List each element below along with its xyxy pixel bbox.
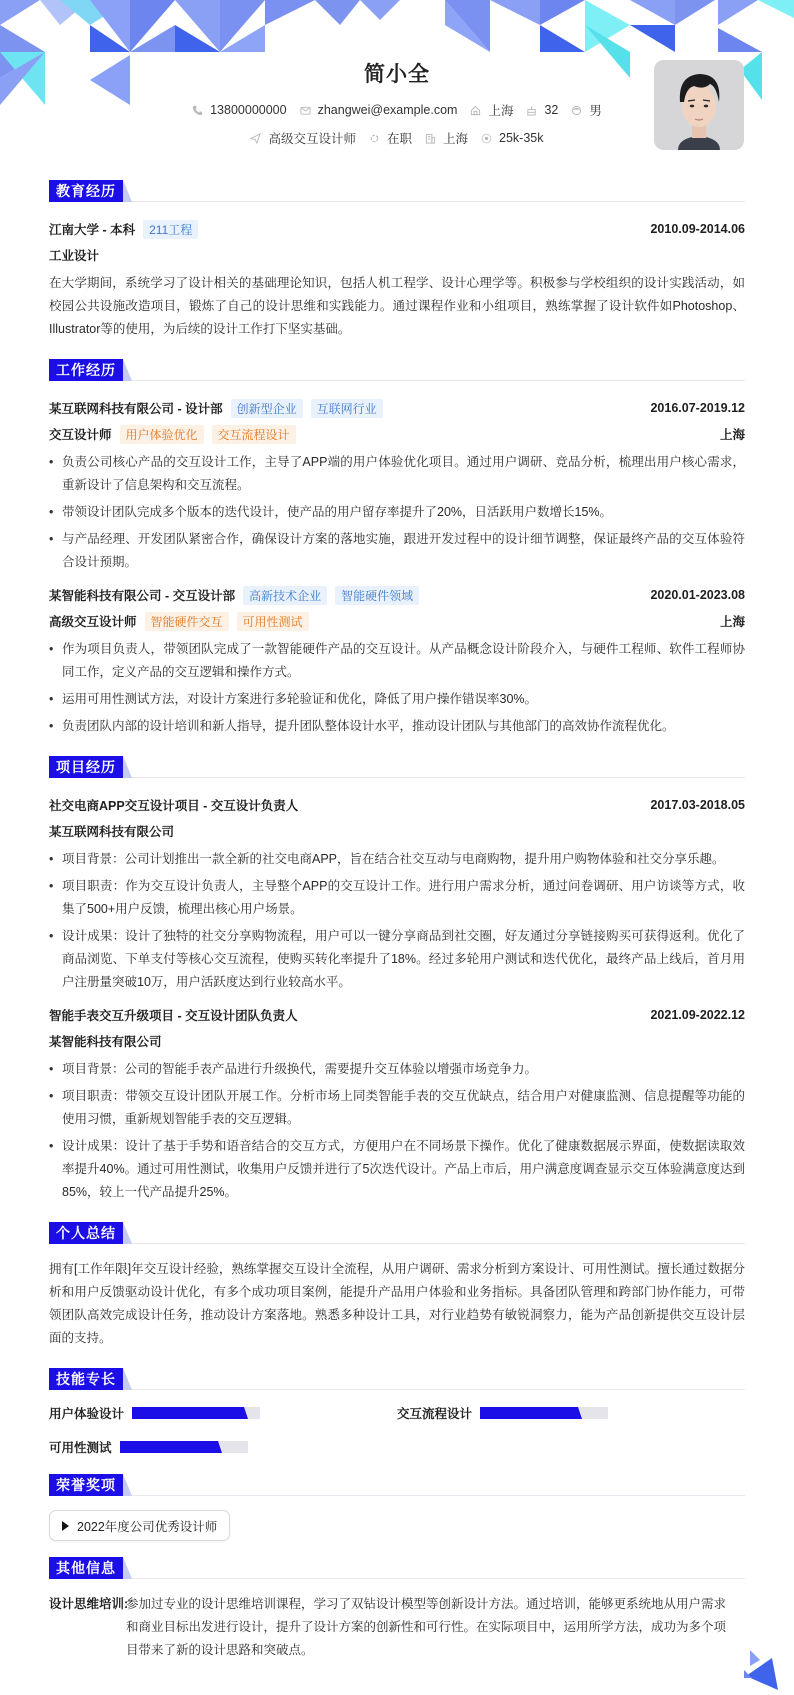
role-tag: 可用性测试 — [237, 612, 309, 631]
work-item — [49, 582, 745, 738]
bullet-item: • 项目职责：作为交互设计负责人，主导整个APP的交互设计工作。进行用户需求分析，通过问卷调研、用户访谈等方式，收集了500+用户反馈，梳理出核心用户场景。 — [49, 875, 745, 921]
section-projects — [49, 756, 745, 1204]
section-header — [49, 1222, 745, 1244]
phone-value: 13800000000 — [210, 103, 287, 117]
role-tag: 交互流程设计 — [212, 425, 296, 444]
work-city-value: 上海 — [443, 132, 469, 146]
section-other — [49, 1557, 745, 1662]
section-header — [49, 756, 745, 778]
work-bullets — [49, 451, 745, 574]
location-value: 上海 — [488, 104, 514, 118]
company-row — [49, 395, 745, 421]
age-icon — [526, 105, 537, 116]
skill-bar — [132, 1407, 260, 1419]
project-row — [49, 792, 745, 818]
salary-icon — [481, 133, 492, 144]
company-tag: 高新技术企业 — [243, 586, 327, 605]
age-value: 32 — [544, 103, 559, 117]
award-item[interactable] — [49, 1510, 230, 1541]
resume-body — [0, 180, 794, 1662]
bullet-item: • 运用可用性测试方法，对设计方案进行多轮验证和优化，降低了用户操作错误率30%。 — [49, 688, 745, 711]
skill-name: 交互流程设计 — [397, 1407, 473, 1421]
skill-item — [49, 1438, 397, 1456]
phone-icon — [192, 105, 203, 116]
salary-item — [481, 131, 543, 145]
section-summary — [49, 1222, 745, 1350]
job-title-item — [250, 129, 356, 147]
location-item — [470, 101, 513, 119]
resume-header — [0, 0, 794, 180]
email-item — [300, 103, 458, 117]
work-item — [49, 395, 745, 574]
company-name: 某互联网科技有限公司 - 设计部 — [49, 402, 223, 416]
skill-name: 用户体验设计 — [49, 1407, 125, 1421]
work-date: 2016.07-2019.12 — [650, 401, 745, 415]
work-date: 2020.01-2023.08 — [650, 588, 745, 602]
status-icon — [369, 133, 380, 144]
section-skills — [49, 1368, 745, 1456]
other-label: 设计思维培训: — [49, 1597, 129, 1611]
project-item — [49, 792, 745, 994]
bullet-item: • 设计成果：设计了基于手势和语音结合的交互方式，方便用户在不同场景下操作。优化了健康数据展示界面，使数据读取效率提升40%。通过可用性测试，收集用户反馈并进行了5次迭代设计。产品上市后，用户满意度调查显示交互体验满意度达到85%，较上一代产品提升25%。 — [49, 1135, 745, 1204]
section-header — [49, 1474, 745, 1496]
company-tag: 互联网行业 — [311, 399, 383, 418]
other-text: 参加过专业的设计思维培训课程，学习了双钻设计模型等创新设计方法。通过培训，能够更系统地从用户需求和商业目标出发进行设计，提升了设计方案的创新性和可行性。在实际项目中，运用所学方法，成功为多个项目带来了新的设计思路和突破点。 — [126, 1597, 727, 1657]
role-name: 高级交互设计师 — [49, 615, 137, 629]
project-bullets — [49, 1058, 745, 1204]
role-name: 交互设计师 — [49, 428, 112, 442]
other-item — [49, 1593, 745, 1662]
skill-fill — [120, 1441, 248, 1453]
skills-list — [49, 1404, 745, 1456]
bullet-item: • 项目职责：带领交互设计团队开展工作。分析市场上同类智能手表的交互优缺点，结合用户对健康监测、信息提醒等功能的使用习惯，重新规划智能手表的交互逻辑。 — [49, 1085, 745, 1131]
company-row — [49, 582, 745, 608]
building-icon — [425, 133, 436, 144]
status-item — [369, 129, 412, 147]
company-tag: 智能硬件领域 — [335, 586, 419, 605]
caret-right-icon — [62, 1521, 69, 1531]
award-label: 2022年度公司优秀设计师 — [77, 1519, 218, 1534]
gender-icon — [571, 105, 582, 116]
skill-bar — [120, 1441, 248, 1453]
skill-name: 可用性测试 — [49, 1441, 112, 1455]
role-row — [49, 608, 745, 634]
skill-item — [49, 1404, 397, 1422]
school-tag: 211工程 — [143, 220, 198, 239]
gender-item — [571, 101, 602, 119]
avatar-portrait-icon — [654, 60, 744, 150]
project-item — [49, 1002, 745, 1204]
skill-bar — [480, 1407, 608, 1419]
major-row — [49, 242, 745, 268]
project-company: 某互联网科技有限公司 — [49, 825, 175, 839]
project-company-row — [49, 1028, 745, 1054]
summary-text: 拥有[工作年限]年交互设计经验，熟练掌握交互设计全流程，从用户调研、需求分析到方案设计、可用性测试。擅长通过数据分析和用户反馈驱动设计优化，有多个成功项目案例，能提升产品用户体验和业务指标。具备团队管理和跨部门协作能力，可带领团队高效完成设计任务，推动设计方案落地。熟悉多种设计工具，对行业趋势有敏锐洞察力，能为产品创新提供交互设计层面的支持。 — [49, 1262, 745, 1345]
section-title: 其他信息 — [49, 1557, 123, 1579]
project-date: 2017.03-2018.05 — [650, 798, 745, 812]
work-city-item — [425, 129, 468, 147]
work-location: 上海 — [719, 428, 745, 442]
send-icon — [250, 133, 261, 144]
home-icon — [470, 105, 481, 116]
bullet-item: • 作为项目负责人，带领团队完成了一款智能硬件产品的交互设计。从产品概念设计阶段介入，与硬件工程师、软件工程师协同工作，定义产品的交互逻辑和操作方式。 — [49, 638, 745, 684]
section-title: 技能专长 — [49, 1368, 123, 1390]
section-awards — [49, 1474, 745, 1541]
bullet-item: • 带领设计团队完成多个版本的迭代设计，使产品的用户留存率提升了20%，日活跃用户数增长15%。 — [49, 501, 745, 524]
avatar — [654, 60, 744, 150]
gender-value: 男 — [589, 104, 602, 118]
school-name: 江南大学 - 本科 — [49, 223, 136, 237]
section-education — [49, 180, 745, 341]
education-row — [49, 216, 745, 242]
bullet-item: • 项目背景：公司计划推出一款全新的社交电商APP，旨在结合社交互动与电商购物，提升用户购物体验和社交分享乐趣。 — [49, 848, 745, 871]
work-location: 上海 — [719, 615, 745, 629]
project-bullets — [49, 848, 745, 994]
project-name: 智能手表交互升级项目 - 交互设计团队负责人 — [49, 1009, 298, 1023]
bullet-item: • 负责团队内部的设计培训和新人指导，提升团队整体设计水平，推动设计团队与其他部门的高效协作流程优化。 — [49, 715, 745, 738]
bullet-item: • 设计成果：设计了独特的社交分享购物流程，用户可以一键分享商品到社交圈，好友通过分享链接购买可获得返利。优化了商品浏览、下单支付等核心交互流程，使购买转化率提升了18%。经过多轮用户测试和迭代优化，最终产品上线后，首月用户注册量突破10万，用户活跃度达到行业较高水平。 — [49, 925, 745, 994]
section-title: 教育经历 — [49, 180, 123, 202]
section-title: 项目经历 — [49, 756, 123, 778]
mail-icon — [300, 105, 311, 116]
project-name: 社交电商APP交互设计项目 - 交互设计负责人 — [49, 799, 299, 813]
skill-fill — [132, 1407, 260, 1419]
role-tag: 智能硬件交互 — [145, 612, 229, 631]
age-item — [526, 103, 558, 117]
section-header — [49, 359, 745, 381]
phone-item — [192, 103, 286, 117]
project-row — [49, 1002, 745, 1028]
candidate-name: 简小全 — [364, 63, 430, 86]
skill-item — [397, 1404, 745, 1422]
work-bullets — [49, 638, 745, 738]
job-title-value: 高级交互设计师 — [268, 132, 356, 146]
skill-fill — [480, 1407, 608, 1419]
company-name: 某智能科技有限公司 - 交互设计部 — [49, 589, 236, 603]
bullet-item: • 负责公司核心产品的交互设计工作，主导了APP端的用户体验优化项目。通过用户调研、竞品分析，梳理出用户核心需求，重新设计了信息架构和交互流程。 — [49, 451, 745, 497]
project-company-row — [49, 818, 745, 844]
project-company: 某智能科技有限公司 — [49, 1035, 162, 1049]
email-value: zhangwei@example.com — [317, 103, 458, 117]
role-tag: 用户体验优化 — [120, 425, 204, 444]
section-header — [49, 1368, 745, 1390]
section-work — [49, 359, 745, 738]
salary-value: 25k-35k — [499, 131, 544, 145]
company-tag: 创新型企业 — [231, 399, 303, 418]
role-row — [49, 421, 745, 447]
section-title: 工作经历 — [49, 359, 123, 381]
education-date: 2010.09-2014.06 — [650, 222, 745, 236]
section-title: 个人总结 — [49, 1222, 123, 1244]
education-description: 在大学期间，系统学习了设计相关的基础理论知识，包括人机工程学、设计心理学等。积极参与学校组织的设计实践活动，如校园公共设施改造项目，锻炼了自己的设计思维和实践能力。通过课程作业和小组项目，熟练掌握了设计软件如Photoshop、Illustrator等的使用，为后续的设计工作打下坚实基础。 — [49, 276, 745, 336]
section-title: 荣誉奖项 — [49, 1474, 123, 1496]
bullet-item: • 与产品经理、开发团队紧密合作，确保设计方案的落地实施，跟进开发过程中的设计细节调整，保证最终产品的交互体验符合设计预期。 — [49, 528, 745, 574]
section-header — [49, 180, 745, 202]
major: 工业设计 — [49, 249, 100, 263]
status-value: 在职 — [387, 132, 413, 146]
bullet-item: • 项目背景：公司的智能手表产品进行升级换代，需要提升交互体验以增强市场竞争力。 — [49, 1058, 745, 1081]
section-header — [49, 1557, 745, 1579]
project-date: 2021.09-2022.12 — [650, 1008, 745, 1022]
